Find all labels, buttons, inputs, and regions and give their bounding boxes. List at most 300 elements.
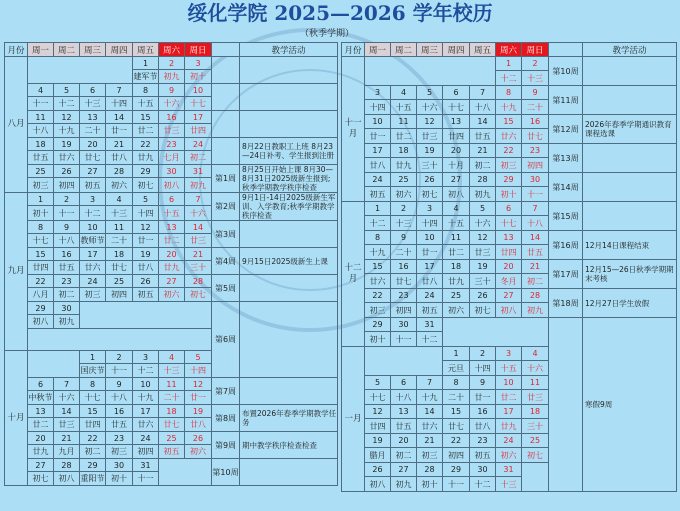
date-cell: 7 xyxy=(417,376,443,390)
lunar-date-cell: 廿六 xyxy=(417,419,443,434)
lunar-date-cell: 初六 xyxy=(443,303,470,318)
date-cell: 4 xyxy=(443,202,470,216)
header-cell: 周五 xyxy=(133,43,159,57)
date-cell: 21 xyxy=(54,432,80,445)
week-number: 第11周 xyxy=(549,86,583,115)
date-cell: 25 xyxy=(106,275,133,288)
lunar-date-cell: 十月 xyxy=(443,158,470,173)
date-cell: 15 xyxy=(133,111,159,124)
lunar-date-cell: 十八 xyxy=(391,390,417,405)
lunar-date-cell: 廿七 xyxy=(443,419,470,434)
header-cell: 周二 xyxy=(54,43,80,57)
date-cell: 3 xyxy=(496,347,522,361)
lunar-date-cell: 廿一 xyxy=(106,124,133,138)
lunar-date-cell: 初十 xyxy=(106,472,133,486)
date-cell: 21 xyxy=(522,260,549,274)
week-number: 第10周 xyxy=(212,459,240,486)
lunar-date-cell: 初三 xyxy=(365,303,391,318)
date-cell: 14 xyxy=(185,221,212,234)
lunar-date-cell: 十八 xyxy=(106,391,133,405)
date-cell: 24 xyxy=(133,432,159,445)
date-cell: 20 xyxy=(443,144,470,158)
lunar-date-cell: 廿七 xyxy=(391,274,417,289)
date-cell: 8 xyxy=(80,378,106,391)
week-number: 第18周 xyxy=(549,289,583,318)
lunar-date-cell: 廿九 xyxy=(443,274,470,289)
date-cell: 23 xyxy=(159,138,185,151)
lunar-date-cell: 中秋节 xyxy=(28,391,54,405)
lunar-date-cell: 初九 xyxy=(522,303,549,318)
lunar-date-cell: 初七 xyxy=(522,448,549,463)
date-cell: 26 xyxy=(133,275,159,288)
teaching-activity: 12月14日课程结束 xyxy=(583,231,677,260)
date-row xyxy=(5,405,338,418)
empty-cell xyxy=(365,347,443,376)
date-cell: 1 xyxy=(133,57,159,70)
lunar-date-cell: 廿四 xyxy=(496,245,522,260)
teaching-activity: 9月15日2025级新生上课 xyxy=(240,248,338,275)
date-cell: 2 xyxy=(470,347,496,361)
date-cell: 31 xyxy=(133,459,159,472)
teaching-activity: 12月27日学生放假 xyxy=(583,289,677,318)
lunar-date-cell: 初三 xyxy=(417,448,443,463)
teaching-activity: 布置2026年春季学期教学任务 xyxy=(240,405,338,432)
lunar-date-cell: 初四 xyxy=(106,288,133,302)
empty-cell xyxy=(443,318,549,347)
lunar-date-cell: 十一 xyxy=(391,332,417,347)
week-number xyxy=(549,318,583,492)
month-label: 十一月 xyxy=(342,57,365,202)
header-cell: 周一 xyxy=(28,43,54,57)
week-number xyxy=(212,84,240,111)
date-cell: 12 xyxy=(365,405,391,419)
date-cell: 5 xyxy=(133,193,159,206)
lunar-date-cell: 初五 xyxy=(159,445,185,459)
date-cell: 3 xyxy=(133,351,159,364)
date-row xyxy=(5,248,338,261)
date-cell: 17 xyxy=(365,144,391,158)
lunar-date-cell: 十八 xyxy=(470,100,496,115)
date-cell: 6 xyxy=(443,86,470,100)
lunar-date-cell: 十一 xyxy=(443,477,470,492)
header-cell: 周二 xyxy=(391,43,417,57)
date-cell: 30 xyxy=(159,165,185,178)
lunar-date-cell: 七月 xyxy=(159,151,185,165)
lunar-date-cell: 十六 xyxy=(417,100,443,115)
lunar-date-cell: 廿九 xyxy=(28,445,54,459)
lunar-date-cell: 三十 xyxy=(185,261,212,275)
header-cell: 教学活动 xyxy=(240,43,338,57)
lunar-date-cell: 廿四 xyxy=(80,418,106,432)
teaching-activity xyxy=(240,57,338,84)
lunar-date-cell: 廿三 xyxy=(470,245,496,260)
lunar-date-cell: 廿七 xyxy=(106,261,133,275)
date-cell: 19 xyxy=(185,405,212,418)
week-number xyxy=(212,138,240,165)
lunar-date-cell: 初九 xyxy=(185,178,212,193)
lunar-date-cell: 十九 xyxy=(133,391,159,405)
date-cell: 29 xyxy=(80,459,106,472)
teaching-activity xyxy=(240,459,338,486)
lunar-date-cell: 廿二 xyxy=(133,124,159,138)
date-row xyxy=(5,84,338,97)
lunar-date-cell: 十二 xyxy=(133,364,159,378)
week-number: 第7周 xyxy=(212,378,240,405)
lunar-date-cell: 廿一 xyxy=(417,245,443,260)
lunar-date-cell: 十二 xyxy=(365,216,391,231)
header-row xyxy=(342,43,677,57)
header-cell: 周三 xyxy=(417,43,443,57)
teaching-activity: 2026年春季学期通识教育课程选课 xyxy=(583,115,677,144)
date-row xyxy=(5,193,338,206)
lunar-date-cell: 教师节 xyxy=(80,234,106,248)
date-cell: 19 xyxy=(365,434,391,448)
date-cell: 22 xyxy=(80,432,106,445)
header-cell: 周四 xyxy=(106,43,133,57)
lunar-date-cell: 廿七 xyxy=(522,129,549,144)
date-cell: 9 xyxy=(159,84,185,97)
teaching-activity: 9月1日-14日2025级新生军训、入学教育;秋季学期教学秩序检查 xyxy=(240,193,338,221)
lunar-date-cell: 初九 xyxy=(470,187,496,202)
lunar-date-cell: 初七 xyxy=(185,288,212,302)
lunar-date-cell: 初八 xyxy=(443,187,470,202)
date-row xyxy=(342,260,677,274)
teaching-activity: 8月25日开始上课 8月30—8月31日2025级新生报到;秋季学期教学秩序检查 xyxy=(240,165,338,193)
date-cell: 29 xyxy=(365,318,391,332)
date-cell: 27 xyxy=(496,289,522,303)
date-cell: 7 xyxy=(522,202,549,216)
date-cell: 18 xyxy=(522,405,549,419)
teaching-activity xyxy=(583,86,677,115)
date-cell: 5 xyxy=(470,202,496,216)
lunar-date-cell: 初九 xyxy=(391,477,417,492)
date-cell: 22 xyxy=(496,144,522,158)
date-cell: 1 xyxy=(443,347,470,361)
date-cell: 5 xyxy=(54,84,80,97)
lunar-date-cell: 十四 xyxy=(417,216,443,231)
date-cell: 20 xyxy=(80,138,106,151)
teaching-activity xyxy=(240,378,338,405)
date-cell: 22 xyxy=(365,289,391,303)
lunar-date-cell: 初十 xyxy=(417,477,443,492)
lunar-date-cell: 十七 xyxy=(496,216,522,231)
lunar-date-cell: 初五 xyxy=(133,288,159,302)
lunar-date-cell: 廿八 xyxy=(417,274,443,289)
lunar-date-cell: 元旦 xyxy=(443,361,470,376)
date-cell: 9 xyxy=(391,231,417,245)
teaching-activity: 8月22日教职工上班 8月23—24日补考、学生报到注册 xyxy=(240,138,338,165)
lunar-date-cell: 二十 xyxy=(391,245,417,260)
date-cell: 29 xyxy=(496,173,522,187)
date-cell: 29 xyxy=(443,463,470,477)
lunar-date-cell: 十四 xyxy=(365,100,391,115)
date-cell: 16 xyxy=(522,115,549,129)
date-cell: 1 xyxy=(365,202,391,216)
lunar-date-cell: 二十 xyxy=(159,391,185,405)
date-cell: 11 xyxy=(443,231,470,245)
date-cell: 7 xyxy=(106,84,133,97)
date-row xyxy=(5,165,338,178)
date-cell: 27 xyxy=(80,165,106,178)
date-row xyxy=(5,138,338,151)
date-cell: 30 xyxy=(522,173,549,187)
date-cell: 2 xyxy=(106,351,133,364)
lunar-date-cell: 初八 xyxy=(28,315,54,329)
date-cell: 18 xyxy=(391,144,417,158)
date-cell: 7 xyxy=(470,86,496,100)
lunar-date-cell: 初二 xyxy=(185,151,212,165)
header-cell: 教学活动 xyxy=(583,43,677,57)
lunar-date-cell: 初四 xyxy=(391,303,417,318)
date-cell: 18 xyxy=(106,248,133,261)
date-cell: 29 xyxy=(28,302,54,315)
lunar-date-cell: 十二 xyxy=(470,477,496,492)
date-cell: 26 xyxy=(185,432,212,445)
date-cell: 11 xyxy=(106,221,133,234)
week-number: 第10周 xyxy=(549,57,583,86)
date-cell: 16 xyxy=(106,405,133,418)
teaching-activity xyxy=(240,111,338,138)
lunar-date-cell: 国庆节 xyxy=(80,364,106,378)
lunar-date-cell: 十三 xyxy=(391,216,417,231)
header-cell xyxy=(212,43,240,57)
date-cell: 30 xyxy=(470,463,496,477)
week-number: 第6周 xyxy=(212,302,240,378)
date-cell: 5 xyxy=(185,351,212,364)
lunar-date-cell: 廿四 xyxy=(28,261,54,275)
date-cell: 11 xyxy=(28,111,54,124)
lunar-date-cell: 二十 xyxy=(522,100,549,115)
lunar-date-cell: 初六 xyxy=(391,187,417,202)
week-number: 第4周 xyxy=(212,248,240,275)
date-cell: 28 xyxy=(54,459,80,472)
lunar-date-cell: 廿五 xyxy=(470,129,496,144)
date-cell: 15 xyxy=(443,405,470,419)
date-cell: 4 xyxy=(28,84,54,97)
date-cell: 21 xyxy=(185,248,212,261)
date-cell: 3 xyxy=(185,57,212,70)
lunar-date-cell: 初五 xyxy=(365,187,391,202)
lunar-date-cell: 廿一 xyxy=(470,390,496,405)
date-cell: 25 xyxy=(522,434,549,448)
lunar-date-cell: 初四 xyxy=(443,448,470,463)
week-number: 第16周 xyxy=(549,231,583,260)
empty-cell xyxy=(159,459,212,486)
lunar-date-cell: 廿二 xyxy=(443,245,470,260)
date-cell: 17 xyxy=(185,111,212,124)
week-number: 第17周 xyxy=(549,260,583,289)
date-row xyxy=(342,115,677,129)
week-number: 第1周 xyxy=(212,165,240,193)
header-cell: 周日 xyxy=(522,43,549,57)
date-cell: 24 xyxy=(185,138,212,151)
date-cell: 23 xyxy=(522,144,549,158)
lunar-date-cell: 廿六 xyxy=(365,274,391,289)
semester-subtitle: （秋季学期） xyxy=(300,29,355,39)
teaching-activity: 寒假9周 xyxy=(583,318,677,492)
date-cell: 4 xyxy=(106,193,133,206)
lunar-date-cell: 十五 xyxy=(496,361,522,376)
date-cell: 15 xyxy=(496,115,522,129)
lunar-date-cell: 十七 xyxy=(28,234,54,248)
date-cell: 8 xyxy=(133,84,159,97)
lunar-date-cell: 十六 xyxy=(159,97,185,111)
lunar-date-cell: 初五 xyxy=(417,303,443,318)
date-cell: 9 xyxy=(106,378,133,391)
date-cell: 8 xyxy=(496,86,522,100)
date-cell: 5 xyxy=(365,376,391,390)
lunar-date-cell: 十三 xyxy=(80,97,106,111)
date-cell: 10 xyxy=(417,231,443,245)
date-cell: 11 xyxy=(522,376,549,390)
date-cell: 3 xyxy=(365,86,391,100)
date-cell: 23 xyxy=(54,275,80,288)
date-row xyxy=(5,57,338,70)
date-cell: 12 xyxy=(417,115,443,129)
date-cell: 14 xyxy=(54,405,80,418)
date-cell: 1 xyxy=(28,193,54,206)
header-cell: 周四 xyxy=(443,43,470,57)
date-cell: 9 xyxy=(522,86,549,100)
lunar-date-cell: 初十 xyxy=(28,206,54,221)
date-cell: 24 xyxy=(496,434,522,448)
lunar-date-cell: 廿二 xyxy=(391,129,417,144)
date-cell: 30 xyxy=(54,302,80,315)
lunar-date-cell: 九月 xyxy=(54,445,80,459)
lunar-date-cell: 廿二 xyxy=(28,418,54,432)
lunar-date-cell: 廿八 xyxy=(133,261,159,275)
lunar-date-cell: 初八 xyxy=(496,303,522,318)
lunar-date-cell: 廿二 xyxy=(159,234,185,248)
lunar-date-cell: 廿七 xyxy=(159,418,185,432)
date-row xyxy=(342,318,677,332)
date-cell: 25 xyxy=(159,432,185,445)
lunar-date-cell: 初三 xyxy=(28,178,54,193)
lunar-date-cell: 建军节 xyxy=(133,70,159,84)
header-cell xyxy=(549,43,583,57)
date-cell: 30 xyxy=(391,318,417,332)
lunar-date-cell: 十二 xyxy=(80,206,106,221)
lunar-date-cell: 初四 xyxy=(133,445,159,459)
date-cell: 11 xyxy=(391,115,417,129)
date-cell: 3 xyxy=(417,202,443,216)
date-cell: 19 xyxy=(54,138,80,151)
lunar-date-cell: 廿二 xyxy=(496,390,522,405)
date-cell: 6 xyxy=(28,378,54,391)
date-cell: 20 xyxy=(159,248,185,261)
lunar-date-cell: 廿九 xyxy=(133,151,159,165)
lunar-date-cell: 十四 xyxy=(185,364,212,378)
lunar-date-cell: 初十 xyxy=(496,187,522,202)
date-row xyxy=(5,111,338,124)
month-label: 八月 xyxy=(5,57,28,193)
lunar-date-cell: 初七 xyxy=(417,187,443,202)
date-row xyxy=(342,173,677,187)
page-title: 绥化学院 2025—2026 学年校历 xyxy=(187,1,493,25)
date-cell: 11 xyxy=(159,378,185,391)
date-cell: 20 xyxy=(28,432,54,445)
date-cell: 19 xyxy=(470,260,496,274)
date-cell: 23 xyxy=(391,289,417,303)
date-cell: 12 xyxy=(133,221,159,234)
date-cell: 7 xyxy=(54,378,80,391)
teaching-activity xyxy=(583,144,677,173)
week-number xyxy=(212,111,240,138)
date-cell: 15 xyxy=(28,248,54,261)
lunar-date-cell: 十三 xyxy=(496,477,522,492)
date-cell: 28 xyxy=(417,463,443,477)
date-cell: 5 xyxy=(417,86,443,100)
week-number: 第5周 xyxy=(212,275,240,302)
date-cell: 17 xyxy=(417,260,443,274)
month-label: 一月 xyxy=(342,347,365,492)
teaching-activity xyxy=(240,221,338,248)
header-cell: 周六 xyxy=(496,43,522,57)
teaching-activity xyxy=(240,84,338,111)
date-cell: 18 xyxy=(159,405,185,418)
date-cell: 6 xyxy=(80,84,106,97)
lunar-date-cell: 初七 xyxy=(133,178,159,193)
date-cell: 23 xyxy=(470,434,496,448)
date-cell: 29 xyxy=(133,165,159,178)
date-cell: 14 xyxy=(106,111,133,124)
lunar-date-cell: 十一 xyxy=(106,364,133,378)
lunar-date-cell: 廿六 xyxy=(133,418,159,432)
date-cell: 13 xyxy=(496,231,522,245)
lunar-date-cell: 十九 xyxy=(496,100,522,115)
date-cell: 24 xyxy=(417,289,443,303)
date-cell: 17 xyxy=(496,405,522,419)
lunar-date-cell: 十六 xyxy=(185,206,212,221)
date-cell: 9 xyxy=(470,376,496,390)
lunar-date-cell: 十三 xyxy=(159,364,185,378)
lunar-date-cell: 初五 xyxy=(470,448,496,463)
lunar-date-cell: 初三 xyxy=(496,158,522,173)
date-cell: 12 xyxy=(470,231,496,245)
date-cell: 23 xyxy=(106,432,133,445)
date-cell: 20 xyxy=(496,260,522,274)
lunar-date-cell: 初二 xyxy=(391,448,417,463)
date-cell: 13 xyxy=(159,221,185,234)
date-cell: 16 xyxy=(159,111,185,124)
date-cell: 6 xyxy=(159,193,185,206)
empty-cell xyxy=(80,302,212,329)
date-cell: 2 xyxy=(54,193,80,206)
date-row xyxy=(342,202,677,216)
month-label: 十月 xyxy=(5,351,28,486)
lunar-date-cell: 初八 xyxy=(54,472,80,486)
date-cell: 19 xyxy=(133,248,159,261)
lunar-date-cell: 廿一 xyxy=(133,234,159,248)
date-cell: 25 xyxy=(28,165,54,178)
date-cell: 2 xyxy=(522,57,549,71)
calendar-table-right xyxy=(341,42,677,492)
lunar-date-cell: 十九 xyxy=(365,245,391,260)
date-cell: 24 xyxy=(80,275,106,288)
lunar-date-cell: 十六 xyxy=(470,216,496,231)
date-cell: 27 xyxy=(28,459,54,472)
date-cell: 4 xyxy=(522,347,549,361)
lunar-date-cell: 十四 xyxy=(106,97,133,111)
lunar-date-cell: 初七 xyxy=(28,472,54,486)
lunar-date-cell: 廿九 xyxy=(496,419,522,434)
date-cell: 28 xyxy=(106,165,133,178)
lunar-date-cell: 初九 xyxy=(159,70,185,84)
calendar-table-left xyxy=(4,42,338,486)
lunar-date-cell: 初三 xyxy=(80,288,106,302)
lunar-date-cell: 廿五 xyxy=(106,418,133,432)
lunar-date-cell: 廿三 xyxy=(159,124,185,138)
